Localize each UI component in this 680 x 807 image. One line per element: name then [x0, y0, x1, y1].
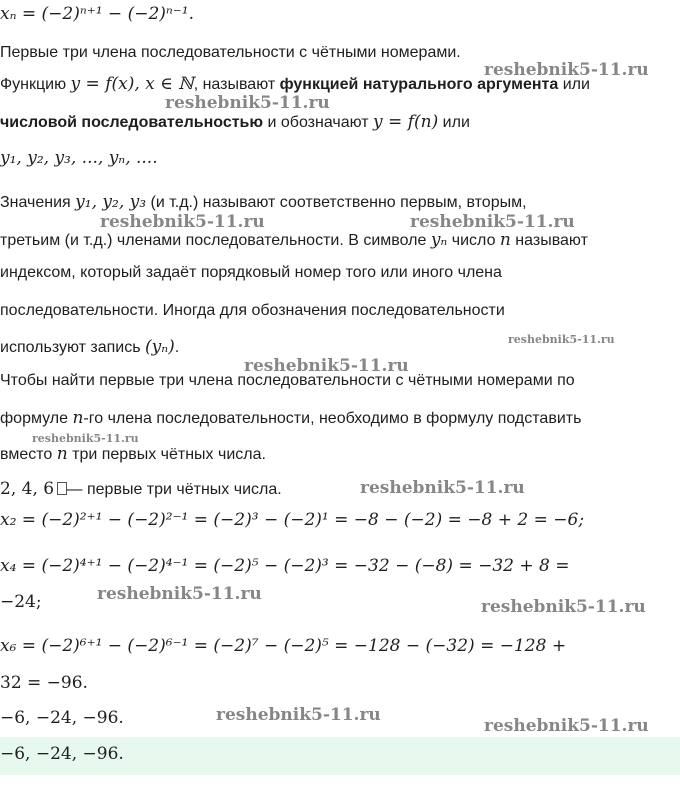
answer-bar	[0, 737, 680, 775]
x4-line-2: −24;	[0, 592, 42, 612]
missing-glyph-icon	[57, 482, 67, 495]
values-text-2: (и т.д.) называют соответственно первым, вторым,	[146, 194, 527, 211]
def-text-1: Функцию	[0, 76, 71, 93]
third-math-1: yₙ	[430, 230, 448, 250]
def-text-2: , называют	[193, 76, 280, 93]
x2-line: x₂ = (−2)²⁺¹ − (−2)²⁻¹ = (−2)³ − (−2)¹ = −8 − (−2) = −8 + 2 = −6;	[0, 510, 585, 530]
result-line: −6, −24, −96.	[0, 708, 124, 728]
watermark: reshebnik5-11.ru	[216, 705, 381, 725]
def-text-3: или	[558, 76, 590, 93]
instead-text-1: вместо	[0, 446, 57, 463]
formula-top: xₙ = (−2)ⁿ⁺¹ − (−2)ⁿ⁻¹.	[0, 4, 194, 24]
third-text-1: третьим (и т.д.) членами последовательности. В символе	[0, 232, 431, 249]
watermark: reshebnik5-11.ru	[32, 432, 139, 445]
values-math: y₁, y₂, y₃	[75, 192, 147, 212]
def-math-2: y = f(n)	[373, 112, 439, 132]
watermark: reshebnik5-11.ru	[165, 93, 330, 113]
use-math: (yₙ)	[145, 337, 175, 357]
formula-text-2: -го члена последовательности, необходимо в формулу подставить	[83, 410, 582, 427]
sequence: y₁, y₂, y₃, ..., yₙ, ....	[0, 148, 158, 168]
index-line: индексом, который задаёт порядковый номер того или иного члена	[0, 264, 502, 281]
use-text-1: используют запись	[0, 339, 146, 356]
values-line	[0, 192, 680, 212]
watermark: reshebnik5-11.ru	[481, 597, 646, 617]
formula-math: n	[72, 408, 84, 428]
values-text-1: Значения	[0, 194, 76, 211]
even-text: — первые три чётных числа.	[66, 481, 282, 498]
third-text-2: число	[447, 232, 500, 249]
answer-text: −6, −24, −96.	[0, 744, 124, 764]
def-math-1: y = f(x), x ∈ ℕ	[70, 74, 194, 94]
x6-line-1: x₆ = (−2)⁶⁺¹ − (−2)⁶⁻¹ = (−2)⁷ − (−2)⁵ = −128 − (−32) = −128 +	[0, 636, 567, 656]
third-line	[0, 230, 680, 250]
third-text-3: называют	[510, 232, 588, 249]
x6-line-2: 32 = −96.	[0, 673, 88, 693]
even-math: 2, 4, 6	[0, 479, 55, 499]
watermark: reshebnik5-11.ru	[484, 716, 649, 736]
def-text-5: или	[438, 114, 470, 131]
watermark: reshebnik5-11.ru	[244, 356, 409, 376]
formula-text-1: формуле	[0, 410, 73, 427]
use-text-2: .	[174, 339, 180, 356]
def-bold-1: функцией натурального аргумента	[279, 76, 559, 93]
x4-line-1: x₄ = (−2)⁴⁺¹ − (−2)⁴⁻¹ = (−2)⁵ − (−2)³ = −32 − (−8) = −32 + 8 =	[0, 556, 570, 576]
find-line: Чтобы найти первые три члена последовательности с чётными номерами по	[0, 372, 575, 389]
watermark: reshebnik5-11.ru	[100, 212, 265, 232]
instead-text-2: три первых чётных числа.	[67, 446, 266, 463]
instead-math: n	[56, 444, 68, 464]
heading: Первые три члена последовательности с чётными номерами.	[0, 44, 461, 61]
watermark: reshebnik5-11.ru	[97, 584, 262, 604]
instead-line	[0, 444, 680, 464]
even-line	[0, 479, 680, 499]
def-text-4: и обозначают	[263, 114, 374, 131]
def-bold-2: числовой последовательностью	[0, 114, 264, 131]
watermark: reshebnik5-11.ru	[508, 333, 615, 346]
third-math-2: n	[499, 230, 511, 250]
formula-line	[0, 408, 680, 428]
watermark: reshebnik5-11.ru	[410, 212, 575, 232]
watermark: reshebnik5-11.ru	[360, 478, 525, 498]
seq-line: последовательности. Иногда для обозначения последовательности	[0, 302, 505, 319]
definition-line-2	[0, 112, 680, 132]
watermark: reshebnik5-11.ru	[484, 60, 649, 80]
